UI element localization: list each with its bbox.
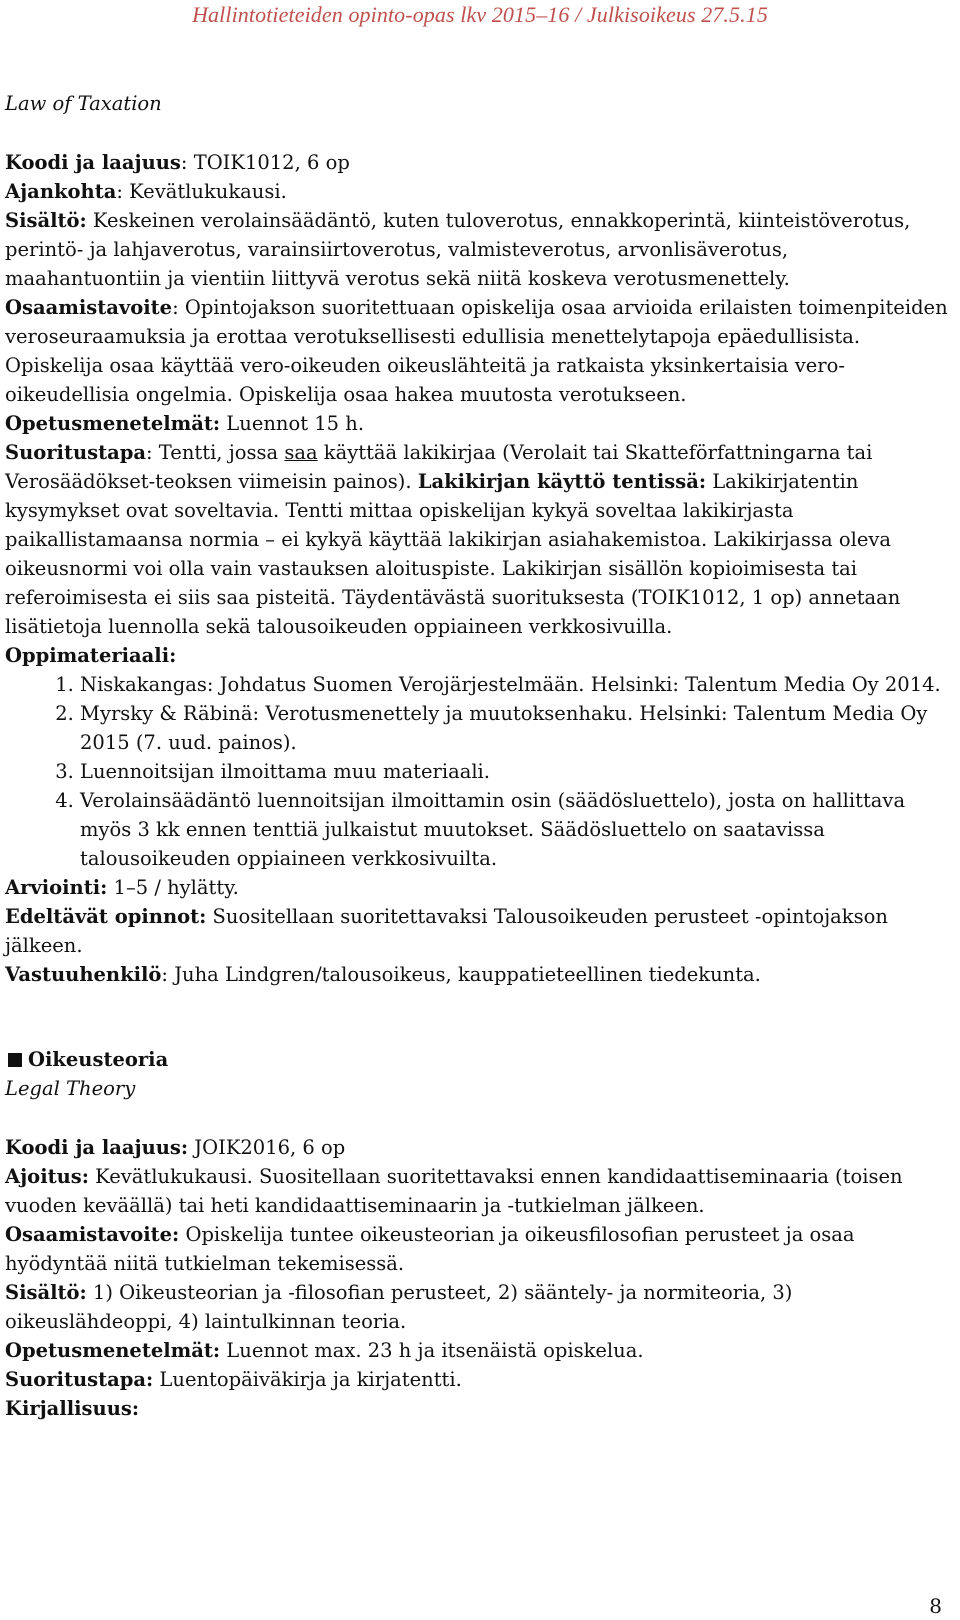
course-content: [5, 206, 950, 293]
field-value: Luentopäiväkirja ja kirjatentti.: [153, 1368, 462, 1391]
field-value: : Kevätlukukausi.: [116, 180, 287, 203]
field-label: Ajankohta: [5, 180, 117, 203]
course-completion: [5, 1365, 950, 1394]
field-value: : TOIK1012, 6 op: [180, 151, 350, 174]
field-label: Koodi ja laajuus: [5, 151, 181, 174]
course-code: [5, 148, 950, 177]
course-timing: [5, 1162, 950, 1220]
field-value: : Tentti, jossa: [146, 441, 285, 464]
field-value: Suositellaan suoritettavaksi Talousoikeuden perusteet -opintojakson jälkeen.: [5, 905, 888, 957]
field-label: Sisältö:: [5, 1281, 87, 1304]
list-item: 3. Luennoitsijan ilmoittama muu materiaali.: [80, 757, 950, 786]
field-value: : Opintojakson suoritettuaan opiskelija osaa arvioida erilaisten toimenpiteiden veroseuraamuksia ja erottaa verotuksellisesti edullisia menettelytapoja epäedullisista. Opiskelija osaa käyttää vero-oikeuden oikeuslähteitä ja ratkaista yksinkertaisia vero-oikeudellisia ongelmia. Opiskelija osaa hakea muutosta verotukseen.: [5, 296, 948, 406]
course-subtitle: Law of Taxation: [5, 92, 162, 115]
field-label: Osaamistavoite: [5, 296, 173, 319]
field-value: Lakikirjatentin kysymykset ovat soveltavia. Tentti mittaa opiskelijan kykyä soveltaa lakikirjasta paikallistamaansa normia – ei kykyä käyttää lakikirjan asiahakemistoa. Lakikirjassa oleva oikeusnormi voi olla vain vastauksen aloituspiste. Lakikirjan sisällön kopioimisesta tai referoimisesta ei siis saa pisteitä. Täydentävästä suorituksesta (TOIK1012, 1 op) annetaan lisätietoja luennolla sekä talousoikeuden oppiaineen verkkosivuilla.: [5, 470, 901, 638]
course-content: [5, 1278, 950, 1336]
course-completion: [5, 438, 950, 641]
field-value: Keskeinen verolainsäädäntö, kuten tuloverotus, ennakkoperintä, kiinteistöverotus, perintö- ja lahjaverotus, varainsiirtoverotus, valmisteverotus, arvonlisäverotus, maahantuontiin ja vientiin liittyvä verotus sekä niitä koskeva verotusmenettely.: [5, 209, 911, 290]
field-value: Luennot max. 23 h ja itsenäistä opiskelua.: [220, 1339, 644, 1362]
field-label: Ajoitus:: [5, 1165, 89, 1188]
field-label: Vastuuhenkilö: [5, 963, 162, 986]
field-label: Suoritustapa:: [5, 1368, 154, 1391]
field-value: Opiskelija tuntee oikeusteorian ja oikeusfilosofian perusteet ja osaa hyödyntää niitä tutkielman tekemisessä.: [5, 1223, 855, 1275]
course-code: [5, 1133, 950, 1162]
course-methods: [5, 1336, 950, 1365]
field-label: Koodi ja laajuus:: [5, 1136, 189, 1159]
page-number: 8: [929, 1594, 942, 1618]
course-prereq: [5, 902, 950, 960]
course-timing: [5, 177, 950, 206]
course-subtitle: Legal Theory: [5, 1077, 136, 1100]
field-label: Suoritustapa: [5, 441, 147, 464]
field-value: Luennot 15 h.: [220, 412, 365, 435]
literature-label: Kirjallisuus:: [5, 1397, 140, 1420]
section-title-text: Oikeusteoria: [28, 1048, 169, 1071]
field-value: JOIK2016, 6 op: [188, 1136, 346, 1159]
course-responsible: [5, 960, 950, 989]
field-value: 1–5 / hylätty.: [107, 876, 239, 899]
running-header: Hallintotieteiden opinto-opas lkv 2015–16 / Julkisoikeus 27.5.15: [192, 2, 768, 27]
field-value: Kevätlukukausi. Suositellaan suoritettavaksi ennen kandidaattiseminaaria (toisen vuoden keväällä) tai heti kandidaattiseminaarin ja -tutkielman jälkeen.: [5, 1165, 903, 1217]
field-label: Arviointi:: [5, 876, 108, 899]
field-value: 1) Oikeusteorian ja -filosofian perusteet, 2) sääntely- ja normiteoria, 3) oikeuslähdeoppi, 4) laintulkinnan teoria.: [5, 1281, 793, 1333]
materials-label: Oppimateriaali:: [5, 644, 177, 667]
underlined-word: saa: [284, 441, 318, 464]
course-grading: [5, 873, 950, 902]
field-label: Lakikirjan käyttö tentissä:: [417, 470, 707, 493]
page-content: [5, 89, 950, 1423]
list-item: 1. Niskakangas: Johdatus Suomen Verojärjestelmään. Helsinki: Talentum Media Oy 2014.: [80, 670, 950, 699]
field-label: Opetusmenetelmät:: [5, 1339, 221, 1362]
field-label: Opetusmenetelmät:: [5, 412, 221, 435]
materials-list: [5, 670, 950, 873]
field-label: Osaamistavoite:: [5, 1223, 180, 1246]
list-item: 2. Myrsky & Räbinä: Verotusmenettely ja muutoksenhaku. Helsinki: Talentum Media Oy 2015 (7. uud. painos).: [80, 699, 950, 757]
field-value: : Juha Lindgren/talousoikeus, kauppatieteellinen tiedekunta.: [161, 963, 761, 986]
course-methods: [5, 409, 950, 438]
field-label: Sisältö:: [5, 209, 87, 232]
section-title: [5, 1045, 950, 1074]
field-label: Edeltävät opinnot:: [5, 905, 207, 928]
course-goal: [5, 293, 950, 409]
course-goal: [5, 1220, 950, 1278]
square-bullet-icon: [8, 1053, 22, 1067]
list-item: 4. Verolainsäädäntö luennoitsijan ilmoittamin osin (säädösluettelo), josta on hallittava myös 3 kk ennen tenttiä julkaistut muutokset. Säädösluettelo on saatavissa talousoikeuden oppiaineen verkkosivuilta.: [80, 786, 950, 873]
field-value: käyttää lakikirjaa (Verolait tai Skatteförfattningarna tai Verosäädökset-teoksen viimeisin painos).: [5, 441, 873, 493]
